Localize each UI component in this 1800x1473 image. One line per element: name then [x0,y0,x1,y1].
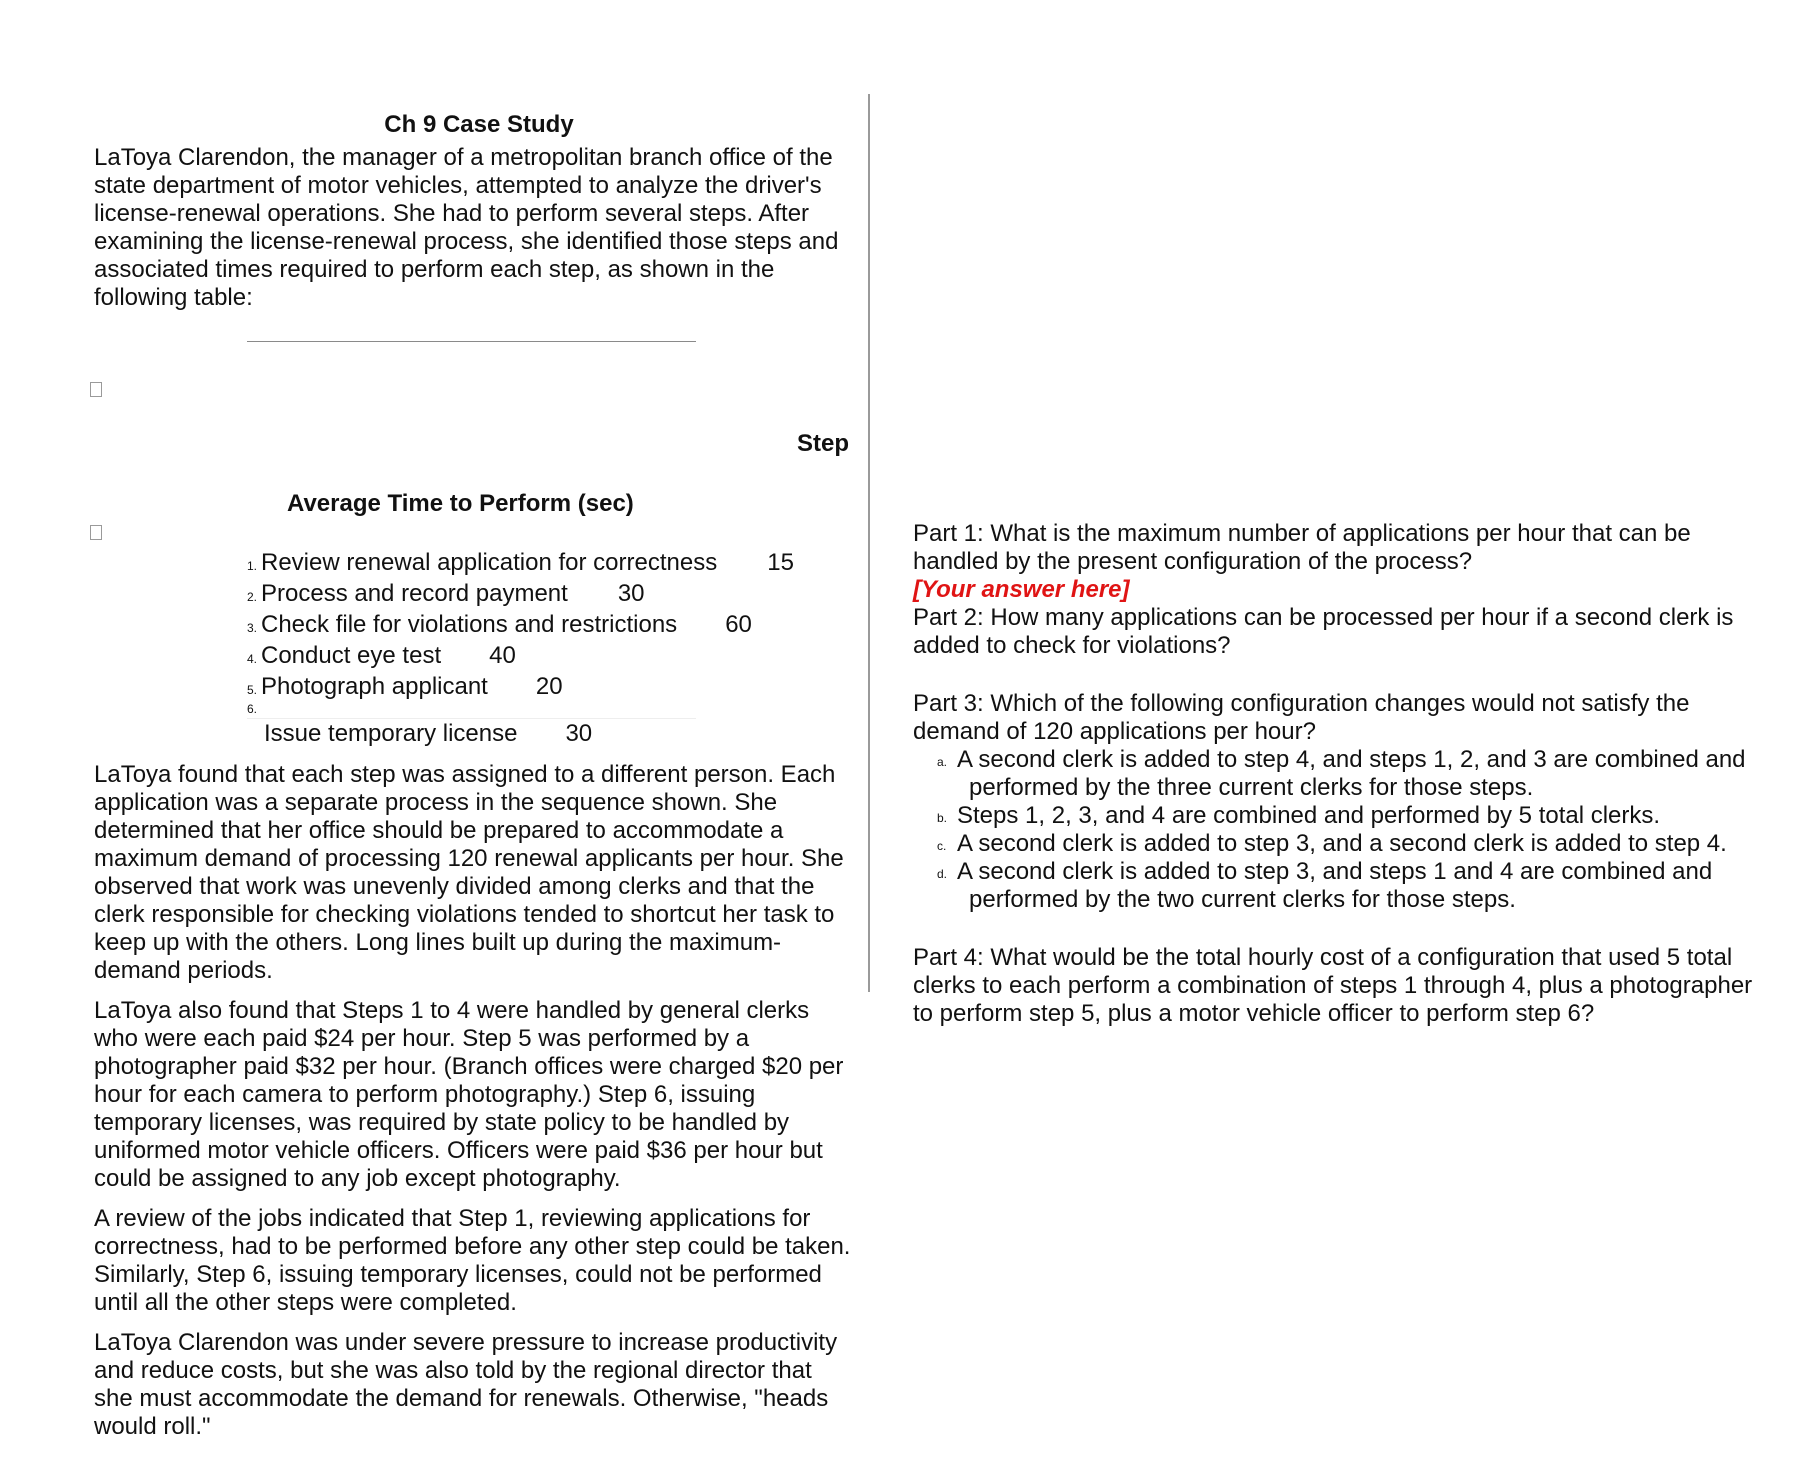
checkbox-icon[interactable] [90,382,102,397]
table-row [247,702,261,716]
answer-input[interactable]: [Your answer here] [913,576,1130,603]
table-row [247,641,516,674]
row-label: Check file for violations and restrictions [261,611,678,638]
row-number: 2. [247,590,258,604]
option-letter: a. [937,755,948,769]
row-number: 4. [247,652,258,666]
option-letter: c. [937,839,947,853]
row-label: Review renewal application for correctness [261,549,718,576]
table-top-rule [247,341,696,342]
table-row [247,579,645,612]
row-time: 40 [489,642,516,669]
table-row [247,610,752,643]
table-row [247,548,794,581]
column-divider [868,94,870,992]
table-row [247,672,563,705]
question-part-4: Part 4: What would be the total hourly cost of a configuration that used 5 total clerks to each perform a combination of steps 1 through 4, plus a photographer to perform step 5, plus a motor vehicle officer to perform step 6? [913,944,1753,1027]
question-part-2: Part 2: How many applications can be processed per hour if a second clerk is added to check for violations? [913,604,1734,659]
row-label: Conduct eye test [261,642,442,669]
row-time: 30 [617,580,645,607]
option-d [913,858,1773,914]
questions-column [913,520,1773,1028]
checkbox-icon[interactable] [90,525,102,540]
intro-paragraph: LaToya Clarendon, the manager of a metropolitan branch office of the state department of motor vehicles, attempted to analyze the driver's license-renewal operations. She had to perform several steps. After examining the license-renewal process, she identified those steps and associated times required to perform each step, as shown in the following table: [94,144,839,311]
body-paragraph: LaToya also found that Steps 1 to 4 were handled by general clerks who were each paid $24 per hour. Step 5 was performed by a photographer paid $32 per hour. (Branch offices were charged $20 per hour for each camera to perform photography.) Step 6, issuing temporary licenses, was required by state policy to be handled by uniformed motor vehicle officers. Officers were paid $36 per hour but could be assigned to any job except photography. [94,997,844,1192]
option-text: A second clerk is added to step 4, and steps 1, 2, and 3 are combined and performed by the three current clerks for those steps. [957,746,1746,801]
option-a [913,746,1773,802]
option-letter: d. [937,867,948,881]
option-letter: b. [937,811,948,825]
option-text: A second clerk is added to step 3, and steps 1 and 4 are combined and performed by the two current clerks for those steps. [957,858,1713,913]
row-number: 1. [247,559,258,573]
row-time: 15 [767,549,794,576]
row-time: 60 [725,611,752,638]
case-study-body [94,761,854,1453]
question-part-1: Part 1: What is the maximum number of applications per hour that can be handled by the present configuration of the process? [913,520,1691,575]
row-number: 6. [247,702,258,716]
row-number: 5. [247,683,258,697]
body-paragraph: LaToya Clarendon was under severe pressure to increase productivity and reduce costs, but she was also told by the regional director that she must accommodate the demand for renewals. Otherwise, "heads would roll." [94,1329,838,1440]
option-text: A second clerk is added to step 3, and a second clerk is added to step 4. [957,830,1727,857]
table-row [264,719,592,749]
question-part-3: Part 3: Which of the following configuration changes would not satisfy the demand of 120 applications per hour? [913,690,1690,745]
row-number: 3. [247,621,258,635]
body-paragraph: LaToya found that each step was assigned to a different person. Each application was a separate process in the sequence shown. She determined that her office should be prepared to accommodate a maximum demand of processing 120 renewal applicants per hour. She observed that work was unevenly divided among clerks and that the clerk responsible for checking violations tended to shortcut her task to keep up with the others. Long lines built up during the maximum-demand periods. [94,761,844,984]
page-title: Ch 9 Case Study [384,111,574,138]
row-time: 20 [535,673,563,700]
table-header-step: Step [797,430,850,457]
row-label: Issue temporary license [264,720,518,747]
case-study-left-column [94,110,854,324]
body-paragraph: A review of the jobs indicated that Step 1, reviewing applications for correctness, had to be performed before any other step could be taken. Similarly, Step 6, issuing temporary licenses, could not be performed until all the other steps were completed. [94,1205,851,1316]
option-b [913,802,1773,830]
table-header-time: Average Time to Perform (sec) [287,490,634,517]
option-text: Steps 1, 2, 3, and 4 are combined and performed by 5 total clerks. [957,802,1661,829]
row-time: 30 [565,720,593,747]
row-label: Photograph applicant [261,673,488,700]
row-label: Process and record payment [261,580,568,607]
option-c [913,830,1773,858]
